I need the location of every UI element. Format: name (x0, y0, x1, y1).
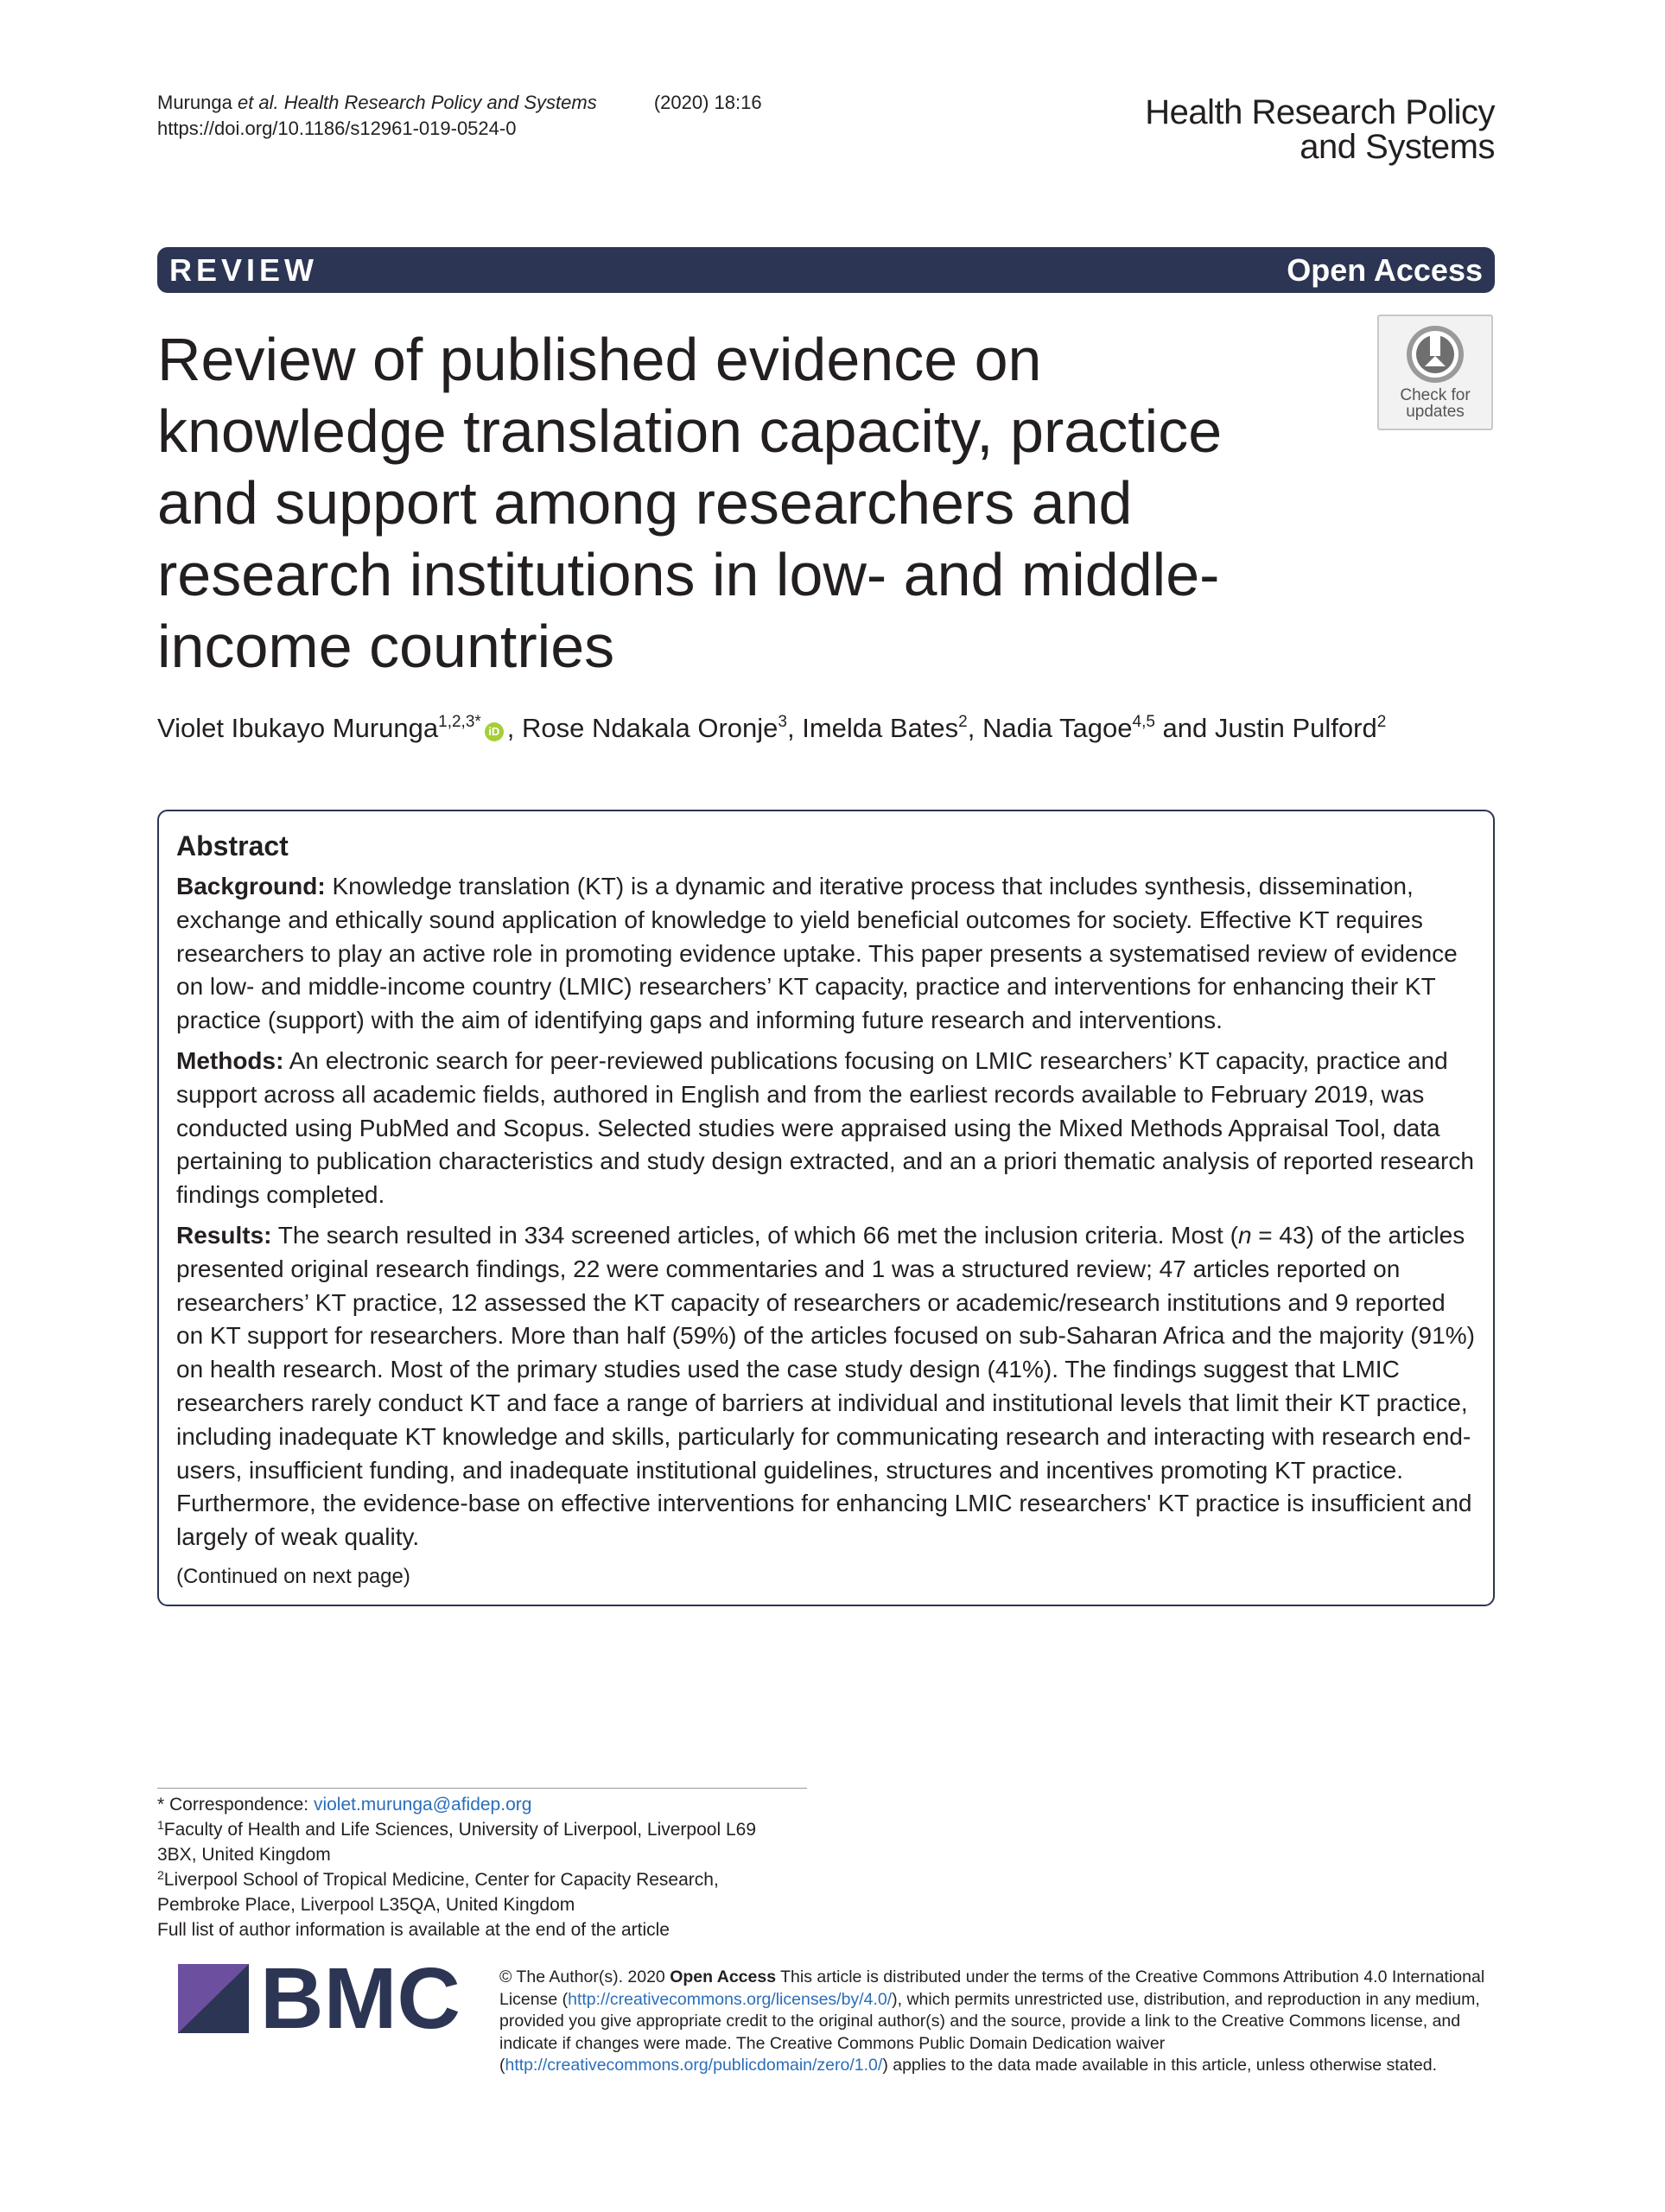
author-affiliation: 4,5 (1132, 713, 1155, 731)
citation-header (157, 90, 762, 142)
check-for-updates-text (1400, 387, 1470, 420)
results-n-symbol: n (1237, 1221, 1252, 1249)
author-separator: , (506, 713, 523, 743)
affiliation-text: Faculty of Health and Life Sciences, University of Liverpool, Liverpool L69 (163, 1820, 756, 1840)
abstract-results (176, 1219, 1478, 1554)
bmc-logo-text: BMC (260, 1957, 461, 2033)
license-body: ) applies to the data made available in this article, unless otherwise stated. (882, 2056, 1438, 2075)
cc-by-license-link[interactable]: http://creativecommons.org/licenses/by/4.0/ (568, 1989, 893, 2009)
methods-text: An electronic search for peer-reviewed publications focusing on LMIC researchers’ KT capacity, practice and support across all academic fields, authored in English and from the earliest records available to February 2019, was conducted using PubMed and Scopus. Selected studies were appraised using the Mixed Methods Appraisal Tool, data pertaining to publication characteristics and study design extracted, and an a priori thematic analysis of reported research findings completed. (176, 1046, 1474, 1209)
copyright: © The Author(s). 2020 (499, 1967, 670, 1986)
author-affiliation: 3 (778, 713, 787, 731)
background-text: Knowledge translation (KT) is a dynamic and iterative process that includes synthesis, dissemination, exchange and ethically sound application of knowledge to yield beneficial outcomes for society. Effective KT requires researchers to play an active role in promoting evidence uptake. This paper presents a systematised review of evidence on low- and middle-income country (LMIC) researchers’ KT capacity, practice and interventions for enhancing their KT practice (support) with the aim of identifying gaps and informing future research and interventions. (176, 873, 1458, 1034)
author-affiliation: 1,2,3* (438, 713, 481, 731)
check-for-updates-line1: Check for (1400, 386, 1471, 404)
license-open-access: Open Access (670, 1967, 777, 1986)
license-body: This article is distributed under the terms of the Creative Commons Attribution 4.0 International License ( (499, 1967, 1485, 2009)
abstract-heading: Abstract (176, 830, 289, 861)
abstract-background (176, 870, 1478, 1038)
check-for-updates-button[interactable] (1377, 315, 1493, 430)
header-journal: et al. Health Research Policy and Systems (237, 92, 597, 113)
author-separator: and (1154, 713, 1215, 743)
affiliation-text: Liverpool School of Tropical Medicine, Center for Capacity Research, (163, 1870, 719, 1890)
author-name: Imelda Bates (802, 713, 959, 743)
citation-line (157, 90, 762, 116)
footnote-divider (157, 1788, 807, 1789)
affiliation-2 (157, 1867, 814, 1892)
header-author: Murunga (157, 92, 232, 113)
abstract-methods (176, 1045, 1478, 1212)
background-label: Background: (176, 873, 326, 899)
journal-name-line1: Health Research Policy (1145, 93, 1495, 131)
author-affiliation: 2 (1376, 713, 1387, 731)
author-name: Nadia Tagoe (982, 713, 1133, 743)
cc-zero-waiver-link[interactable]: http://creativecommons.org/publicdomain/zero/1.0/ (505, 2056, 883, 2075)
affiliation-2-cont: Pembroke Place, Liverpool L35QA, United Kingdom (157, 1895, 575, 1915)
correspondence-email-link[interactable]: violet.murunga@afidep.org (313, 1795, 532, 1815)
correspondence-line (157, 1792, 814, 1817)
affiliation-number: 2 (157, 1868, 164, 1882)
author-name: Justin Pulford (1214, 713, 1377, 743)
journal-name-line2: and Systems (1300, 128, 1495, 166)
author-separator: , (967, 713, 982, 743)
license-text (499, 1967, 1502, 2077)
article-type-label: REVIEW (169, 251, 319, 288)
bmc-logo (178, 1957, 463, 2033)
continued-note: (Continued on next page) (176, 1564, 410, 1588)
author-separator: , (787, 713, 803, 743)
license-body: ), which permits unrestricted use, distribution, and reproduction in any medium, provided you give appropriate credit to the original author(s) and the source, provide a link to the Creative Commons license, and indicate if changes were made. The Creative Commons Public Domain Dedication waiver ( (499, 1989, 1480, 2075)
results-text: The search resulted in 334 screened articles, of which 66 met the inclusion criteria. Most ( (277, 1221, 1238, 1249)
article-type-banner (157, 247, 1495, 293)
header-year-volume: (2020) 18:16 (653, 92, 762, 113)
footnotes (157, 1792, 814, 1942)
affiliation-1 (157, 1817, 814, 1842)
results-label: Results: (176, 1221, 272, 1249)
author-name: Violet Ibukayo Murunga (157, 713, 439, 743)
author-affiliation: 2 (958, 713, 968, 731)
results-text: = 43) of the articles presented original research findings, 22 were commentaries and 1 was a structured review; 47 articles reported on researchers’ KT practice, 12 assessed the KT capacity of researchers or academic/research institutions and 9 reported on KT support for researchers. More than half (59%) of the articles focused on sub-Saharan Africa and the majority (91%) on health research. Most of the primary studies used the case study design (41%). The findings suggest that LMIC researchers rarely conduct KT and face a range of barriers at individual and institutional levels that limit their KT practice, including inadequate KT knowledge and skills, particularly for communicating research and interacting with research end-users, insufficient funding, and inadequate institutional guidelines, structures and incentives promoting KT practice. Furthermore, the evidence-base on effective interventions for enhancing LMIC researchers' KT practice is insufficient and largely of weak quality. (176, 1221, 1475, 1551)
methods-label: Methods: (176, 1046, 284, 1074)
crossmark-icon (1404, 323, 1466, 385)
correspondence-label: * Correspondence: (157, 1795, 314, 1815)
abstract-box (157, 810, 1495, 1606)
header-doi[interactable]: https://doi.org/10.1186/s12961-019-0524-0 (157, 118, 517, 139)
check-for-updates-line2: updates (1406, 403, 1465, 421)
journal-name (1145, 95, 1495, 164)
affiliation-number: 1 (157, 1818, 164, 1832)
author-name: Rose Ndakala Oronje (522, 713, 778, 743)
article-title: Review of published evidence on knowledge translation capacity, practice and support among researchers and research institutions in low- and middle-income countries (157, 326, 1223, 680)
open-access-label: Open Access (1287, 251, 1483, 288)
author-list (157, 710, 1386, 747)
full-author-info-note: Full list of author information is available at the end of the article (157, 1920, 670, 1940)
orcid-icon[interactable]: iD (485, 722, 504, 741)
affiliation-1-cont: 3BX, United Kingdom (157, 1845, 331, 1865)
